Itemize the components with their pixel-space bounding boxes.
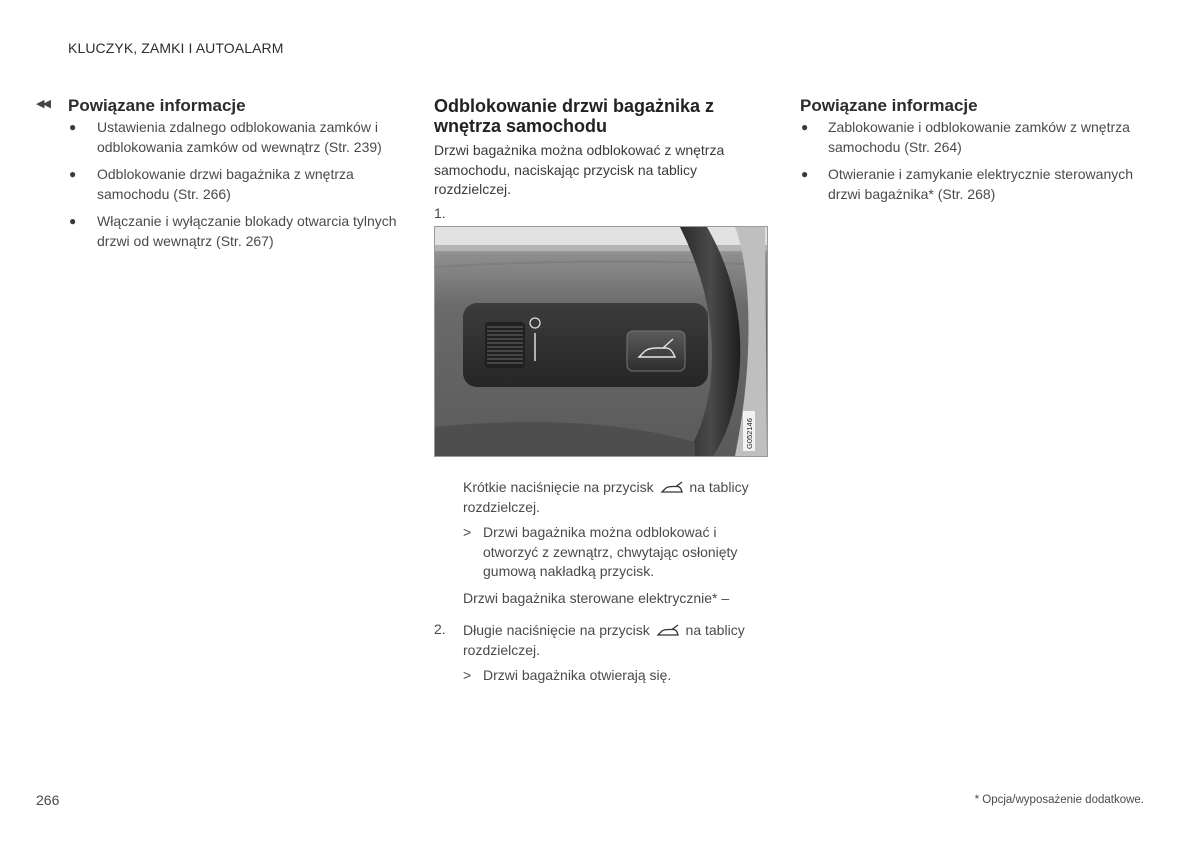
- step-2-number: 2.: [434, 621, 446, 637]
- step-2: [434, 621, 774, 686]
- bullet-icon: ●: [801, 167, 809, 181]
- bullet-icon: ●: [69, 167, 77, 181]
- footnote: * Opcja/wyposażenie dodatkowe.: [974, 794, 1144, 806]
- running-header: KLUCZYK, ZAMKI I AUTOALARM: [68, 40, 284, 56]
- step-1-result: > Drzwi bagażnika można odblokować i otworzyć z zewnątrz, chwytając osłonięty gumową nakładką przycisk.: [463, 524, 738, 579]
- step-1-number: 1.: [434, 204, 446, 221]
- article: [434, 96, 770, 457]
- step-2-text: Długie naciśnięcie na przycisk na tablicy rozdzielczej.: [463, 622, 745, 658]
- bullet-icon: ●: [801, 120, 809, 134]
- related-link[interactable]: ● Otwieranie i zamykanie elektrycznie sterowanych drzwi bagażnika* (Str. 268): [801, 166, 1134, 202]
- related-link[interactable]: ● Odblokowanie drzwi bagażnika z wnętrza samochodu (Str. 266): [69, 166, 354, 202]
- double-left-arrow-icon[interactable]: ◀◀: [36, 98, 49, 110]
- bullet-icon: ●: [69, 120, 77, 134]
- left-related-info: [36, 96, 398, 259]
- related-link[interactable]: ● Ustawienia zdalnego odblokowania zamków i odblokowania zamków od wewnątrz (Str. 239): [69, 119, 382, 155]
- step-1: [463, 478, 773, 582]
- trunk-open-icon: [656, 624, 680, 638]
- page-number: 266: [36, 792, 60, 808]
- right-related-info: [800, 96, 1142, 212]
- related-link[interactable]: ● Włączanie i wyłączanie blokady otwarcia tylnych drzwi od wewnątrz (Str. 267): [69, 213, 397, 249]
- related-link[interactable]: ● Zablokowanie i odblokowanie zamków z wnętrza samochodu (Str. 264): [801, 119, 1130, 155]
- image-code: G052146: [745, 417, 754, 449]
- step-1-text: Krótkie naciśnięcie na przycisk na tablicy rozdzielczej.: [463, 479, 749, 515]
- bullet-icon: ●: [69, 214, 77, 228]
- left-related-title: Powiązane informacje: [68, 96, 246, 115]
- powered-tailgate-note: Drzwi bagażnika sterowane elektrycznie* –: [463, 590, 730, 606]
- article-title: Odblokowanie drzwi bagażnika z wnętrza samochodu: [434, 96, 715, 136]
- step-2-result: > Drzwi bagażnika otwierają się.: [463, 667, 672, 683]
- article-intro: Drzwi bagażnika można odblokować z wnętrza samochodu, naciskając przycisk na tablicy rozdzielczej.: [434, 142, 725, 197]
- right-related-title: Powiązane informacje: [800, 96, 978, 115]
- dashboard-photo: [434, 226, 768, 457]
- trunk-open-icon: [660, 481, 684, 495]
